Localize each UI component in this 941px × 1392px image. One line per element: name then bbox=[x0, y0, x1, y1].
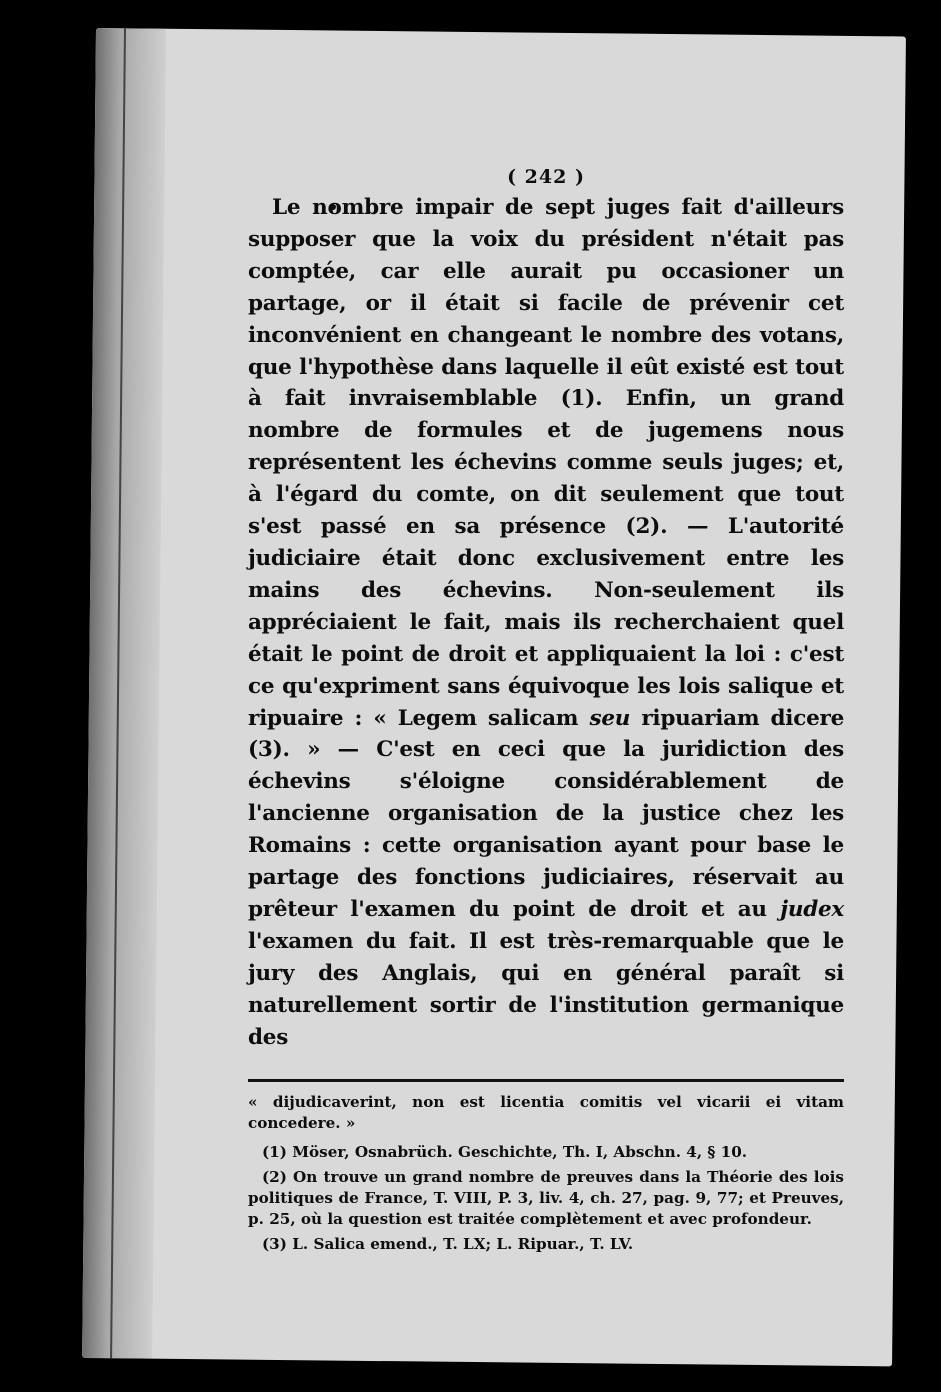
main-text-italic-seu: seu bbox=[589, 705, 631, 731]
footnote-3: (3) L. Salica emend., T. LX; L. Ripuar., T. LV. bbox=[262, 1235, 634, 1254]
main-text-part-2: ripuariam dicere (3). » — C'est en ceci que la juridiction des échevins s'éloigne considérablement de l'ancienne organisation de la justice chez les Romains : cette organisation ayant pour base le partage des fonctions judiciaires, réservait au prêteur l'examen du point de droit et au bbox=[248, 705, 845, 922]
page-number: ( 242 ) bbox=[507, 166, 585, 188]
main-text-part-3: l'examen du fait. Il est très-remarquable que le jury des Anglais, qui en général paraît si naturellement sortir de l'institution germanique des bbox=[248, 928, 844, 1050]
main-text-part-1: Le nombre impair de sept juges fait d'ailleurs supposer que la voix du président n'était pas comptée, car elle aurait pu occasioner un partage, or il était si facile de prévenir cet inconvénient en changeant le nombre des votans, que l'hypothèse dans laquelle il eût existé est tout à fait invraisemblable (1). Enfin, un grand nombre de formules et de jugemens nous représentent les échevins comme seuls juges; et, à l'égard du comte, on dit seulement que tout s'est passé en sa présence (2). — L'autorité judiciaire était donc exclusivement entre les mains des échevins. Non-seulement ils appréciaient le fait, mais ils recherchaient quel était le point de droit et appliquaient la loi : c'est ce qu'expriment sans équivoque les lois salique et ripuaire : « Legem salicam bbox=[248, 195, 844, 731]
footnote-separator bbox=[248, 1079, 844, 1082]
footnote-2: (2) On trouve un grand nombre de preuves dans la Théorie des lois politiques de France, T. VIII, P. 3, liv. 4, ch. 27, pag. 9, 77; et Preuves, p. 25, où la question est traitée complètement et avec profondeur. bbox=[248, 1168, 844, 1229]
footnotes bbox=[248, 1092, 844, 1255]
footnote-continuation: « dijudicaverint, non est licentia comitis vel vicarii ei vitam concedere. » bbox=[248, 1093, 844, 1133]
main-paragraph bbox=[248, 192, 844, 1053]
footnote-1: (1) Möser, Osnabrüch. Geschichte, Th. I, Abschn. 4, § 10. bbox=[262, 1143, 748, 1162]
main-text-italic-judex: judex bbox=[780, 896, 844, 922]
paper-fold-line bbox=[110, 28, 126, 1358]
page-content bbox=[248, 166, 844, 1259]
